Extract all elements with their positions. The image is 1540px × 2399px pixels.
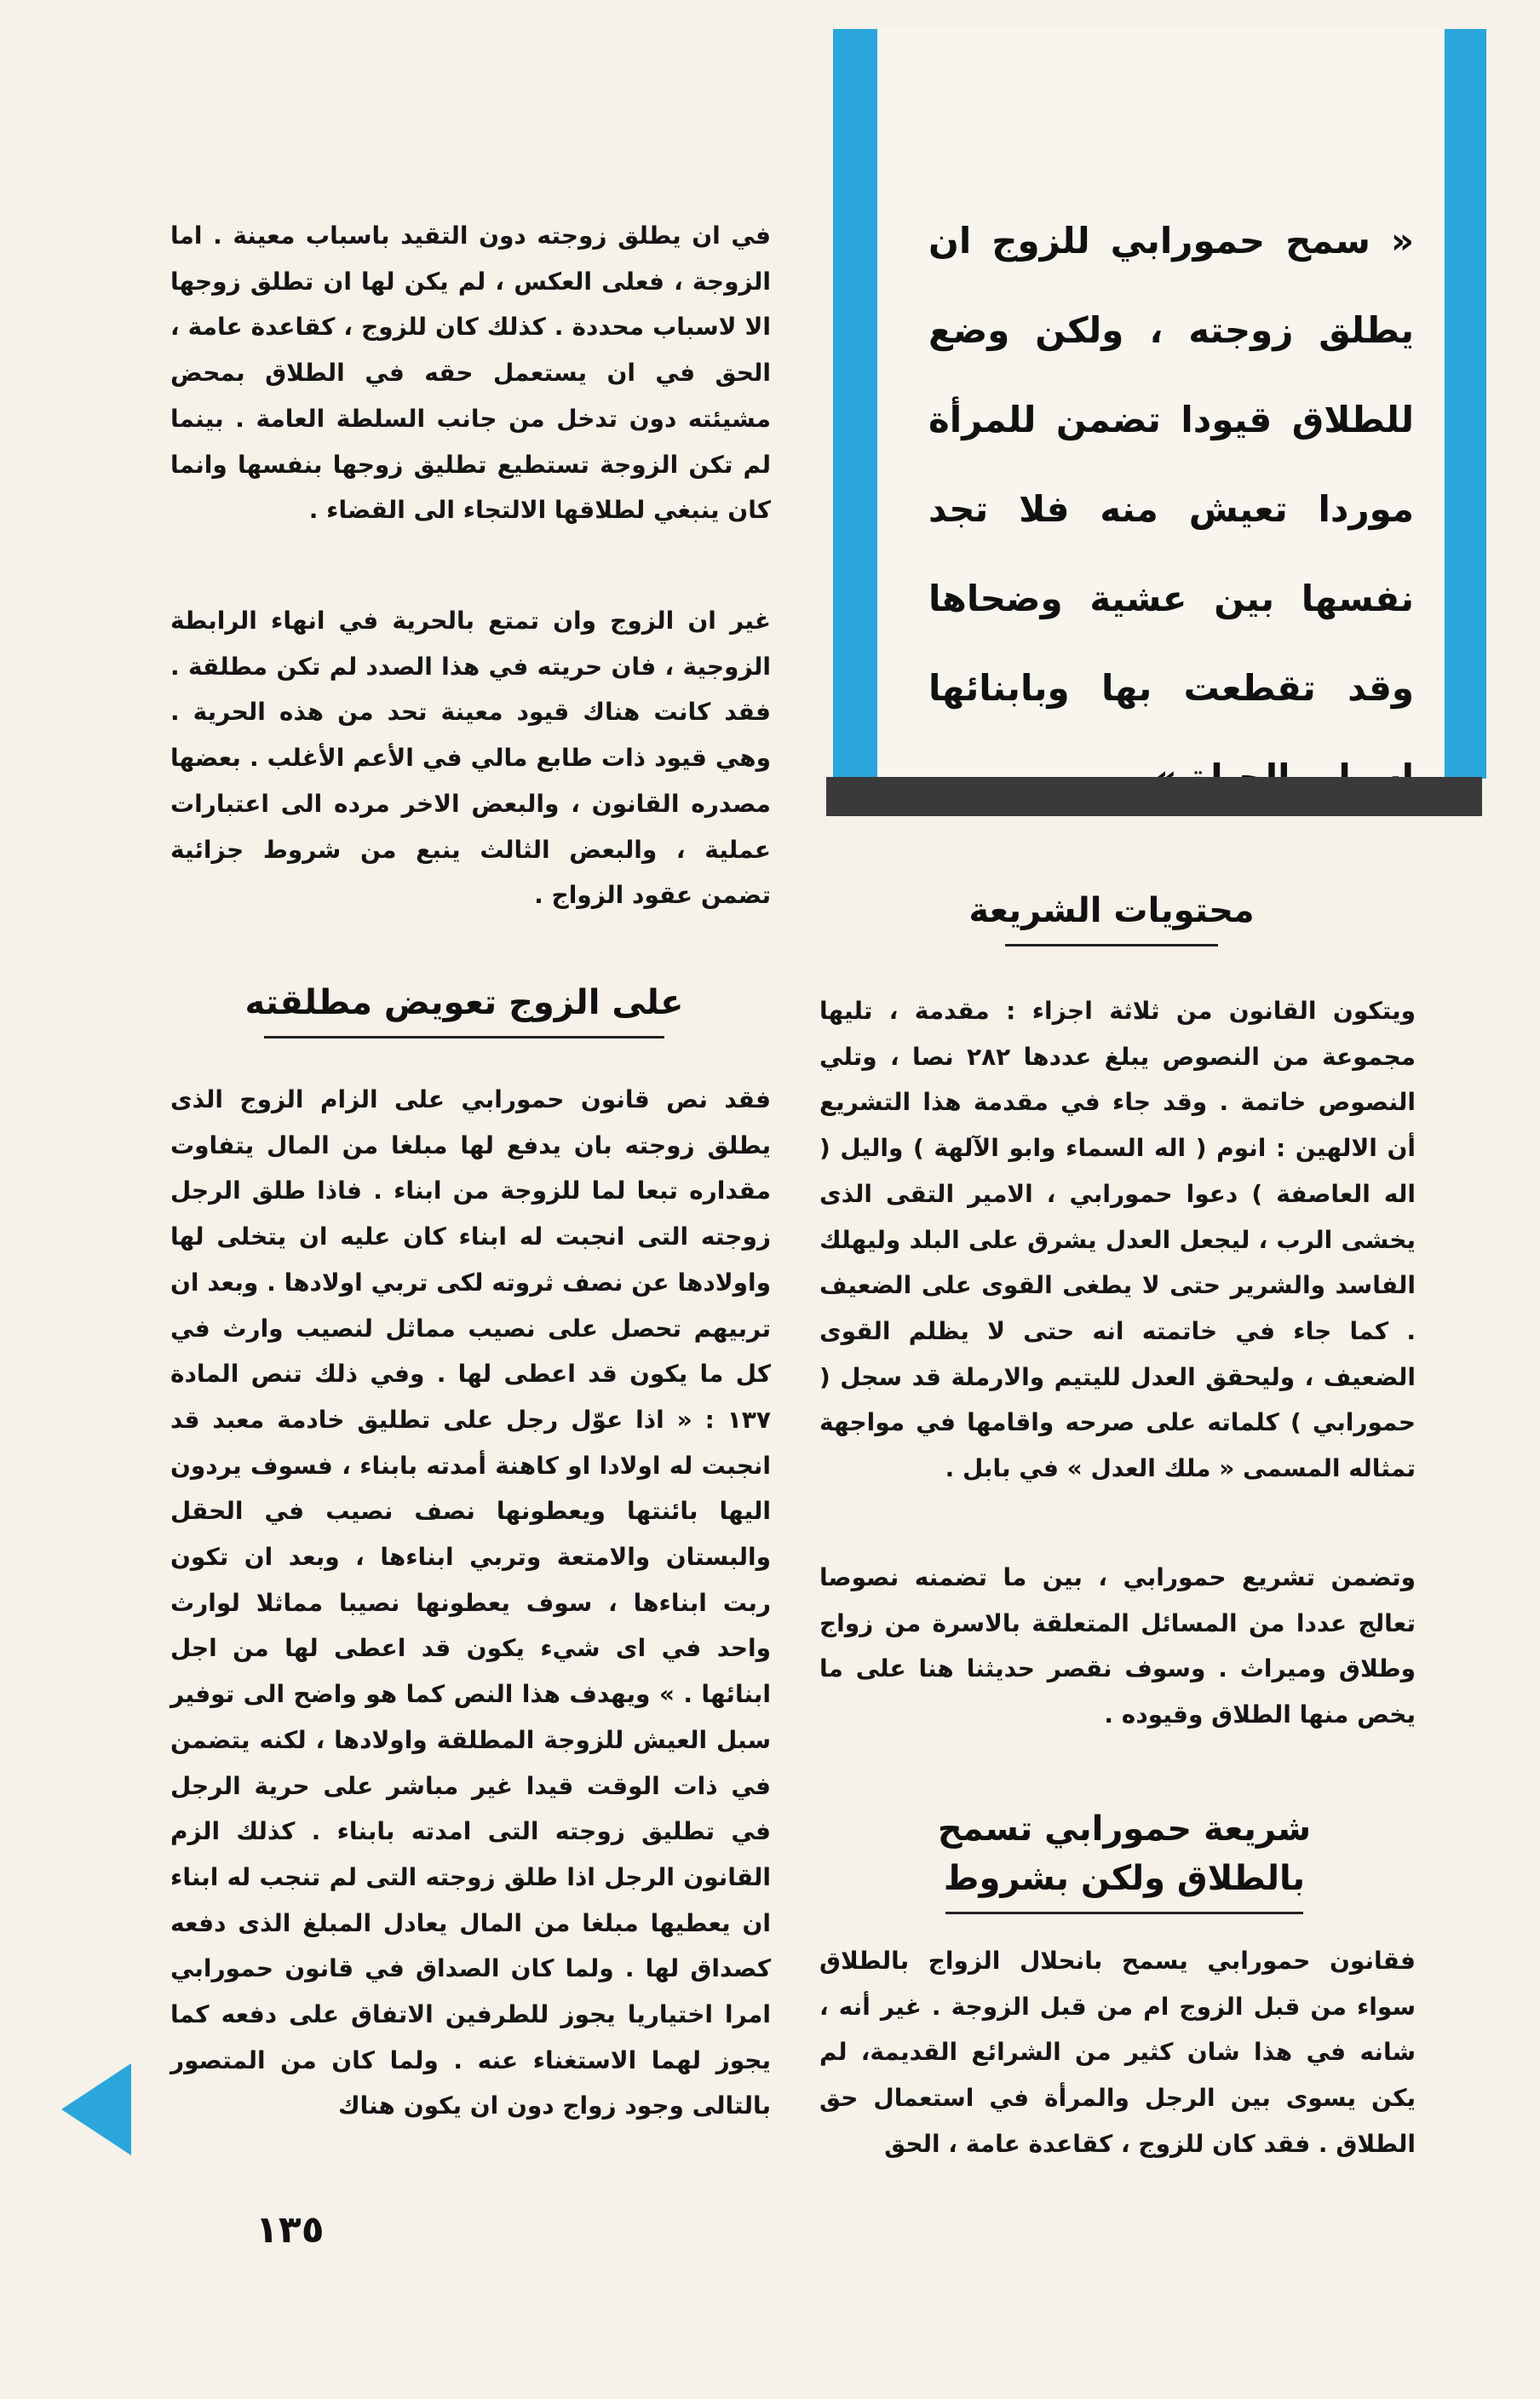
page-number: ١٣٥ (256, 2208, 325, 2252)
pull-quote-text: « سمح حمورابي للزوج ان يطلق زوجته ، ولكن وضع للطلاق قيودا تضمن للمرأة موردا تعيش منه فلا تجد نفسها بين عشية وضحاها وقد تقطعت بها وبابنائها (928, 220, 1414, 709)
right-column-paragraph-1 (819, 988, 1416, 1492)
paragraph-text: في ان يطلق زوجته دون التقيد باسباب معينة . اما الزوجة ، فعلى العكس ، لم يكن لها ان تطلق زوجها الا لاسباب محددة . كذلك كان للزوج ، كقاعدة عامة ، الحق في ان يستعمل حقه في الطلاق بمحض مشيئته دون تدخل من جانب السلطة العامة . بينما لم تكن الزوجة تستطيع تطليق زوجها بنفسها وانما كان ينبغي لطلاقها الالتجاء الى القضاء . (170, 221, 771, 525)
heading-text: على الزوج تعويض مطلقته (244, 983, 684, 1022)
paragraph-text: ويتكون القانون من ثلاثة اجزاء : مقدمة ، تليها مجموعة من النصوص يبلغ عددها ٢٨٢ نصا ، وتلي النصوص خاتمة . وقد جاء في مقدمة هذا التشريع أن الالهين : انوم ( اله السماء وابو الآلهة ) واليل ( اله العاصفة ) دعوا حمورابي ، الامير التقى الذى يخشى الرب ، ليجعل العدل يشرق على البلد وليهلك الفاسد والشرير حتى لا يطغى القوى على الضعيف . كما جاء في خاتمته انه حتى لا يظلم القوى الضعيف ، وليحقق العدل لليتيم والارملة قد سجل ( حمورابي ) كلماته على صرحه واقامها في مواجهة تمثاله المسمى « ملك العدل » في بابل . (819, 997, 1416, 1483)
paragraph-text: فقد نص قانون حمورابي على الزام الزوج الذى يطلق زوجته بان يدفع لها مبلغا من المال يتفاوت مقداره تبعا لما للزوجة من ابناء . فاذا طلق الرجل زوجته التى انجبت له ابناء كان عليه ان يتخلى لها واولادها عن نصف ثروته لكى تربي اولادها . وبعد ان تربيهم تحصل على نصيب مماثل لنصيب وارث في كل ما يكون قد اعطى لها . وفي ذلك تنص المادة ١٣٧ : « اذا عوّل رجل على تطليق خادمة معبد قد انجبت له اولادا او كاهنة أمدته بابناء ، فسوف يردون اليها بائنتها ويعطونها نصف نصيب في الحقل والبستان والامتعة وتربي ابناءها ، وبعد ان تكون ربت ابناءها ، سوف يعطونها نصيبا مماثلا لوارث واحد في اى شيء يكون قد اعطى لها من اجل ابنائها . » ويهدف هذا النص كما هو واضح الى توفير سبل العيش للزوجة المطلقة واولادها ، لكنه يتضمن في ذات الوقت قيدا غير مباشر على حرية الرجل في تطليق زوجته التى امدته بابناء . كذلك الزم القانون الرجل اذا طلق زوجته التى لم تنجب له ابناء ان يعطيها مبلغا من المال يعادل المبلغ الذى دفعه كصداق لها . ولما كان الصداق في قانون حمورابي امرا اختياريا يجوز للطرفين الاتفاق على دفعه كما يجوز لهما الاستغناء عنه . ولما كان من المتصور بالتالى وجود زواج دون ان يكون هناك (170, 1085, 771, 2120)
heading-underline (264, 1036, 664, 1038)
right-column-paragraph-2 (819, 1555, 1416, 1738)
left-column-paragraph-1 (170, 213, 771, 533)
paragraph-text: فقانون حمورابي يسمح بانحلال الزواج بالطلاق سواء من قبل الزوج ام من قبل الزوجة . غير أنه ، شانه في هذا شان كثير من الشرائع القديمة، لم يكن يسوى بين الرجل والمرأة في استعمال حق الطلاق . فقد كان للزوج ، كقاعدة عامة ، الحق (819, 1947, 1416, 2158)
paragraph-text: غير ان الزوج وان تمتع بالحرية في انهاء الرابطة الزوجية ، فان حريته في هذا الصدد لم تكن مطلقة . فقد كانت هناك قيود معينة تحد من هذه الحرية . وهي قيود ذات طابع مالي في الأعم الأغلب . بعضها مصدره القانون ، والبعض الاخر مرده الى اعتبارات عملية ، والبعض الثالث ينبع من شروط جزائية تضمن عقود الزواج . (170, 607, 771, 910)
heading-text: محتويات الشريعة (968, 891, 1255, 930)
left-column-paragraph-3 (170, 1077, 771, 2129)
heading-underline (945, 1912, 1303, 1914)
left-column-paragraph-2 (170, 598, 771, 918)
section-heading-divorce-conditions (903, 1804, 1346, 1914)
paragraph-text: وتضمن تشريع حمورابي ، بين ما تضمنه نصوصا تعالج عددا من المسائل المتعلقة بالاسرة من زواج وطلاق وميراث . وسوف نقصر حديثنا هنا على ما يخص منها الطلاق وقيوده . (819, 1563, 1416, 1729)
continue-arrow-icon (61, 2063, 131, 2155)
heading-underline (1005, 944, 1218, 946)
right-column-paragraph-3 (819, 1938, 1416, 2167)
section-heading-compensation (230, 978, 698, 1038)
heading-text: شريعة حمورابي تسمح بالطلاق ولكن بشروط (937, 1809, 1312, 1898)
pull-quote-shadow-bar (826, 777, 1482, 816)
section-heading-contents (920, 886, 1303, 946)
